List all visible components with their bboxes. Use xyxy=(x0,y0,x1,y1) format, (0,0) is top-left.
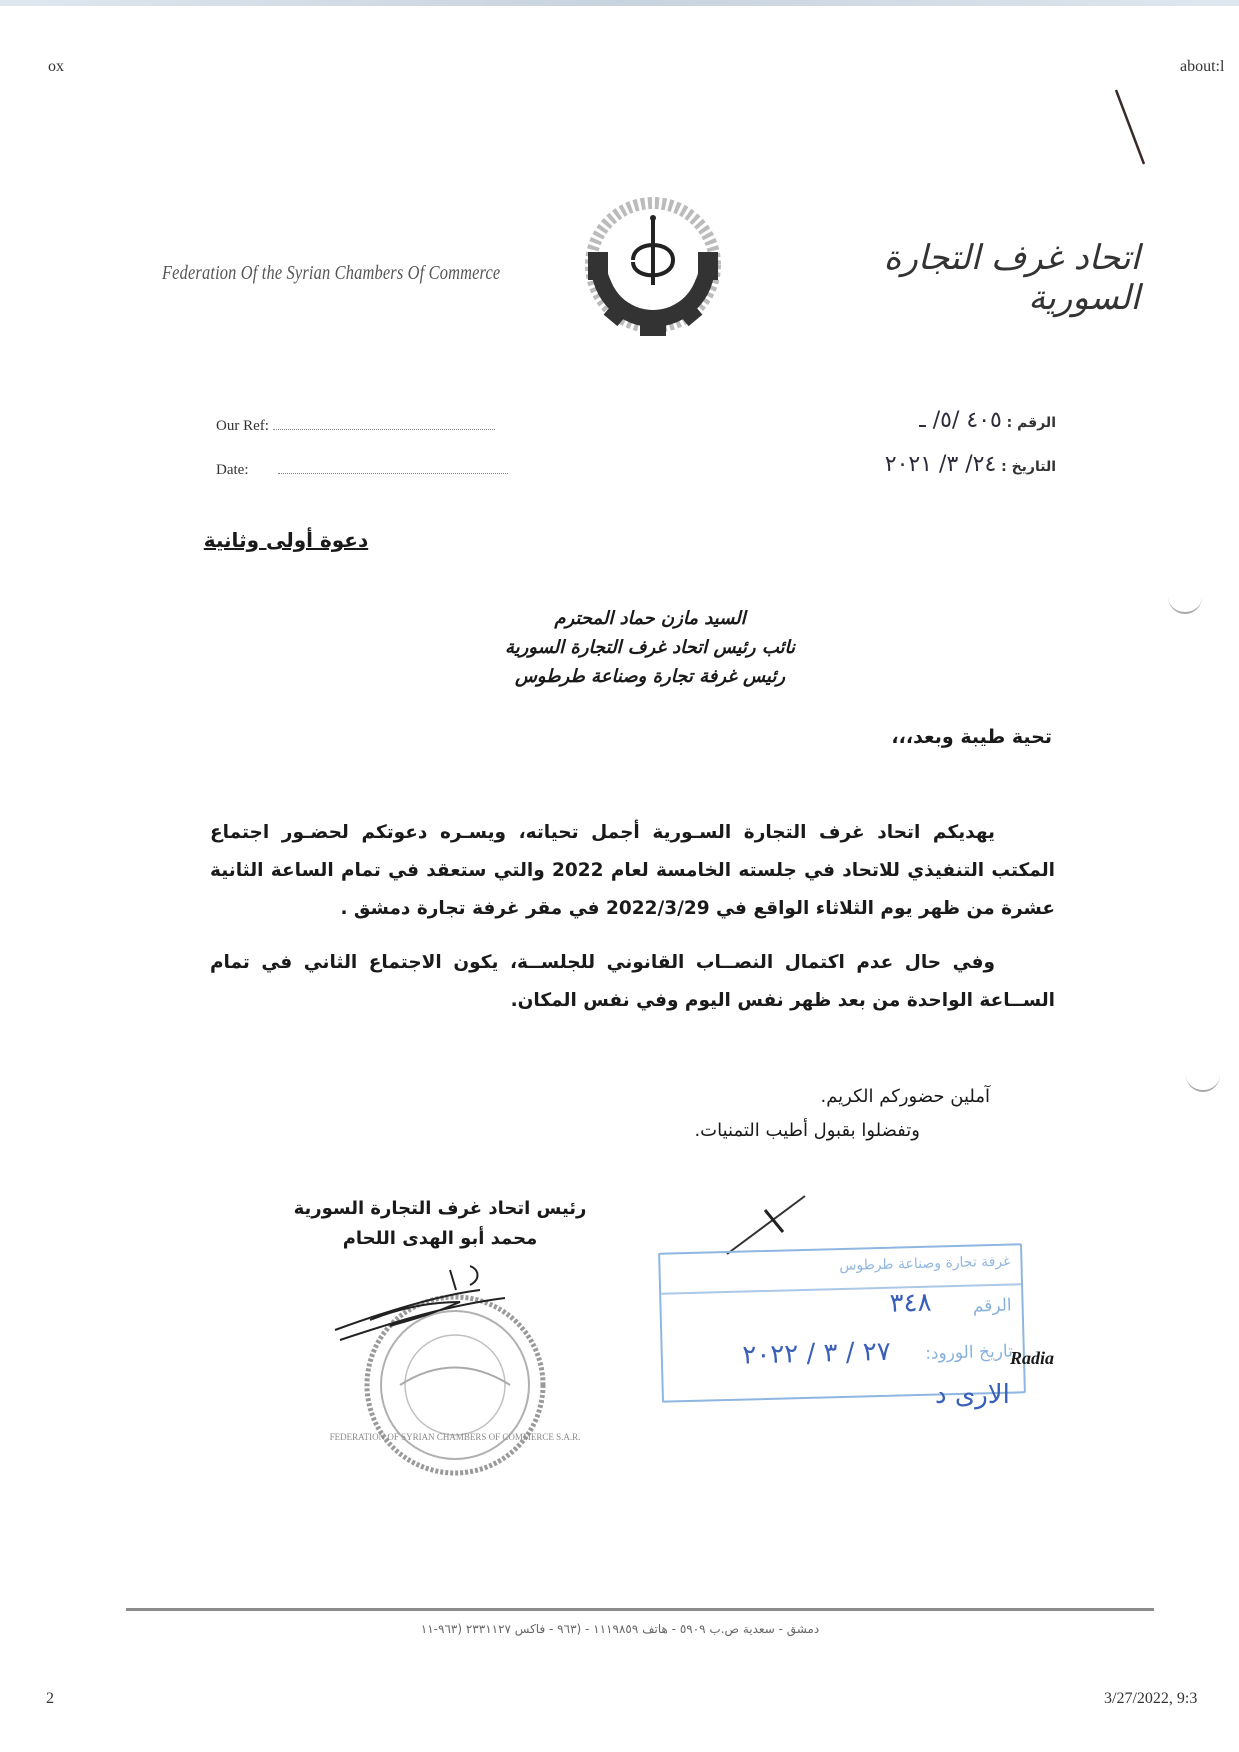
signer-title: رئيس اتحاد غرف التجارة السورية xyxy=(293,1198,587,1219)
our-ref-line xyxy=(273,429,495,430)
punch-hole-mark xyxy=(1168,590,1202,614)
print-header-left: ox xyxy=(48,58,64,75)
addressee-line: رئيس غرفة تجارة وصناعة طرطوس xyxy=(514,666,786,687)
chamber-emblem-icon xyxy=(578,190,728,340)
addressee-line: السيد مازن حماد المحترم xyxy=(554,608,746,629)
signer-name: محمد أبو الهدى اللحام xyxy=(342,1228,538,1249)
stamp-header: غرفة تجارة وصناعة طرطوس xyxy=(660,1249,1021,1294)
scan-top-edge xyxy=(0,0,1239,6)
date-row xyxy=(216,462,508,479)
date-line xyxy=(278,473,508,474)
closing-block xyxy=(620,1080,990,1148)
print-footer-right: 3/27/2022, 9:3 xyxy=(1104,1690,1198,1707)
date-label-ar: التاريخ : xyxy=(1001,459,1056,475)
our-ref-label: Our Ref: xyxy=(216,418,269,434)
addressee-block xyxy=(380,604,920,691)
closing-line: وتفضلوا بقبول أطيب التمنيات. xyxy=(694,1120,920,1141)
stamp-date-label: تاريخ الورود: xyxy=(924,1341,1014,1364)
stamp-date-value: ٢٧ / ٣ / ٢٠٢٢ xyxy=(742,1336,892,1371)
number-value: ٤٠٥ /٥/ ـ xyxy=(919,408,1002,433)
body-paragraph-1: يهديكم اتحاد غرف التجارة السـورية أجمل تحياته، ويسـره دعوتكم لحضـور اجتماع المكتب التنفيذي للاتحاد في جلسته الخامسة لعام 2022 والتي ستعقد في تمام الساعة الثانية عشرة من ظهر يوم الثلاثاء الواقع في 2022/3/29 في مقر غرفة تجارة دمشق . xyxy=(210,822,1055,919)
annotation-radia: Radia xyxy=(1010,1348,1055,1368)
english-org-name: Federation Of the Syrian Chambers Of Commerce xyxy=(162,262,501,284)
date-row-ar xyxy=(760,452,1056,477)
greeting: تحية طيبة وبعد،،، xyxy=(891,726,1052,748)
incoming-stamp xyxy=(658,1243,1026,1402)
date-label: Date: xyxy=(216,462,249,478)
footer-address: دمشق - سعدية ص.ب ٥٩٠٩ - هاتف ١١١٩٨٥٩ - (٩٦٣ - فاكس ٢٣٣١١٢٧ (٩٦٣-١١ xyxy=(420,1622,820,1636)
letter-title: دعوة أولى وثانية xyxy=(203,528,369,552)
number-label-ar: الرقم : xyxy=(1006,415,1056,431)
punch-hole-mark xyxy=(1186,1068,1220,1092)
print-header-right: about:l xyxy=(1180,58,1225,75)
stamp-number-label: الرقم xyxy=(972,1295,1012,1317)
addressee-line: نائب رئيس اتحاد غرف التجارة السورية xyxy=(504,637,796,658)
signer-block xyxy=(270,1194,610,1254)
our-ref-row xyxy=(216,418,495,435)
footer-rule xyxy=(126,1608,1154,1611)
arabic-org-name: اتحاد غرف التجارة السورية xyxy=(883,238,1140,318)
handwritten-note: الارى د xyxy=(935,1380,1010,1410)
number-row xyxy=(760,408,1056,433)
pen-stroke-mark xyxy=(1110,88,1150,168)
handwritten-mark xyxy=(725,1188,815,1258)
print-footer-left: 2 xyxy=(46,1690,54,1707)
closing-line: آملين حضوركم الكريم. xyxy=(820,1086,990,1107)
stamp-number-value: ٣٤٨ xyxy=(889,1287,932,1319)
handwritten-signature xyxy=(330,1260,530,1350)
date-value: ٢٤/ ٣/ ٢٠٢١ xyxy=(884,452,997,477)
body-paragraph-2: وفي حال عدم اكتمال النصــاب القانوني للجلســة، يكون الاجتماع الثاني في تمام الســاعة الواحدة من بعد ظهر نفس اليوم وفي نفس المكان. xyxy=(210,952,1055,1011)
seal-text: FEDERATION OF SYRIAN CHAMBERS OF COMMERCE S.A.R. xyxy=(329,1432,581,1442)
